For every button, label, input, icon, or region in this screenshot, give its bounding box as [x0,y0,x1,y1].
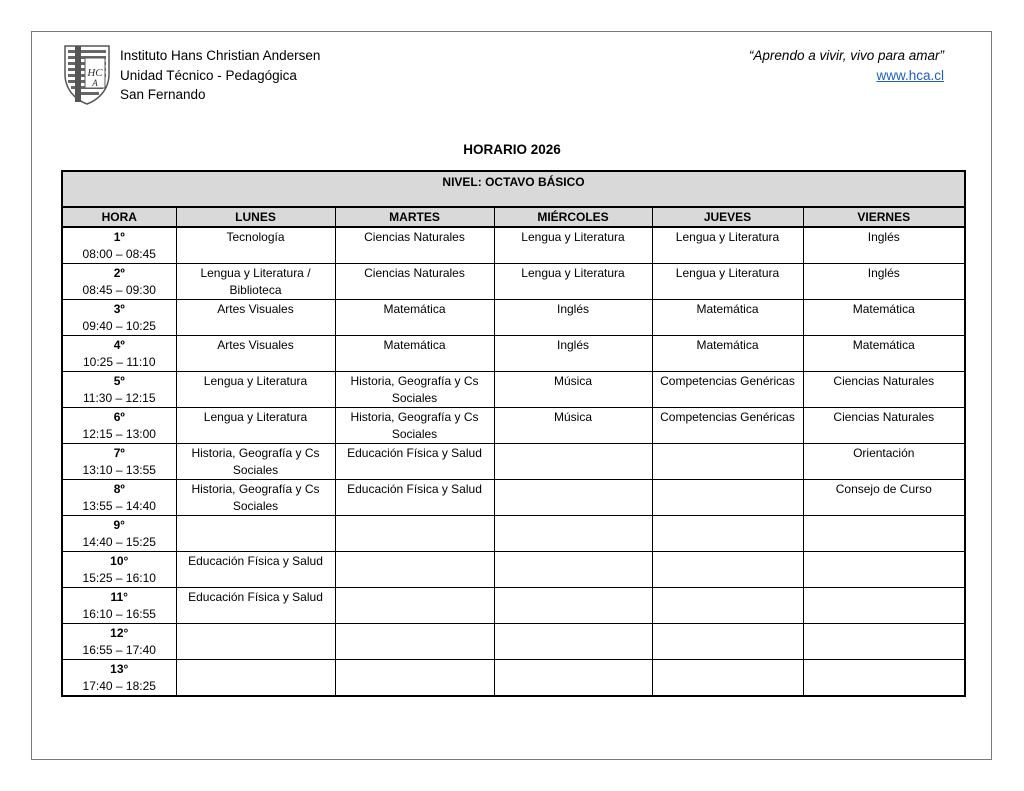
subject-cell [494,552,652,588]
schedule-row [62,588,965,624]
subject-cell: Artes Visuales [176,300,335,336]
subject-cell [652,444,803,480]
subject-cell: Consejo de Curso [803,480,965,516]
subject-cell: Ciencias Naturales [335,264,494,300]
motto-block [749,46,944,85]
institution-name: Instituto Hans Christian Andersen [120,48,321,63]
subject-cell: Ciencias Naturales [803,372,965,408]
school-motto: “Aprendo a vivir, vivo para amar” [748,48,944,63]
period-time: 16:10 – 16:55 [82,607,156,621]
subject-cell: Educación Física y Salud [335,444,494,480]
subject-cell [803,588,965,624]
subject-cell: Competencias Genéricas [652,408,803,444]
subject-cell: Lengua y Literatura [494,227,652,264]
subject-cell: Lengua y Literatura [652,264,803,300]
period-number: 11° [110,590,128,604]
subject-cell: Lengua y Literatura [176,372,335,408]
hora-cell [62,552,176,588]
column-header: VIERNES [803,207,965,227]
subject-cell: Matemática [652,336,803,372]
period-time: 08:00 – 08:45 [82,247,156,261]
schedule-row [62,300,965,336]
period-number: 7º [113,446,125,460]
period-time: 16:55 – 17:40 [82,643,156,657]
website-link[interactable]: www.hca.cl [876,67,944,83]
subject-cell: Ciencias Naturales [335,227,494,264]
schedule-row [62,516,965,552]
subject-cell [652,516,803,552]
subject-cell: Música [494,372,652,408]
subject-cell: Inglés [803,227,965,264]
schedule-row [62,372,965,408]
period-number: 10° [110,554,129,568]
schedule-row [62,624,965,660]
period-time: 11:30 – 12:15 [82,391,156,405]
subject-cell [494,624,652,660]
period-time: 10:25 – 11:10 [82,355,156,369]
hora-cell [62,408,176,444]
period-number: 2º [113,266,125,280]
period-number: 9° [113,518,125,532]
subject-cell [652,660,803,697]
period-time: 14:40 – 15:25 [82,535,156,549]
subject-cell [652,480,803,516]
hora-cell [62,227,176,264]
subject-cell: Historia, Geografía y Cs Sociales [335,408,494,444]
subject-cell [335,516,494,552]
level-label: NIVEL: OCTAVO BÁSICO [62,171,965,207]
column-header: HORA [62,207,176,227]
subject-cell [652,588,803,624]
institution-header [120,46,320,105]
subject-cell [335,552,494,588]
subject-cell: Música [494,408,652,444]
hora-cell [62,480,176,516]
period-number: 13° [110,662,129,676]
hora-cell [62,372,176,408]
hora-cell [62,300,176,336]
period-time: 09:40 – 10:25 [82,319,156,333]
subject-cell: Tecnología [176,227,335,264]
subject-cell [494,660,652,697]
subject-cell: Competencias Genéricas [652,372,803,408]
subject-cell [176,516,335,552]
schedule-row [62,408,965,444]
period-time: 17:40 – 18:25 [82,679,156,693]
period-number: 4º [113,338,125,352]
hora-cell [62,264,176,300]
period-time: 08:45 – 09:30 [82,283,156,297]
subject-cell [176,660,335,697]
period-time: 13:55 – 14:40 [82,499,156,513]
period-number: 1º [113,230,125,244]
period-number: 12° [110,626,129,640]
hora-cell [62,444,176,480]
schedule-row [62,444,965,480]
schedule-row [62,227,965,264]
subject-cell [803,516,965,552]
subject-cell [494,444,652,480]
subject-cell: Matemática [335,336,494,372]
column-header: MIÉRCOLES [494,207,652,227]
subject-cell [652,552,803,588]
period-number: 8º [113,482,125,496]
svg-text:HC: HC [87,67,103,79]
schedule-row [62,264,965,300]
period-time: 13:10 – 13:55 [82,463,156,477]
subject-cell: Inglés [494,336,652,372]
subject-cell [494,588,652,624]
subject-cell: Orientación [803,444,965,480]
subject-cell [803,552,965,588]
hora-cell [62,516,176,552]
period-number: 3º [113,302,125,316]
school-crest-logo [62,44,112,106]
period-time: 15:25 – 16:10 [82,571,156,585]
subject-cell: Lengua y Literatura [494,264,652,300]
period-number: 6º [113,410,125,424]
subject-cell: Matemática [803,300,965,336]
subject-cell [803,624,965,660]
page-title: HORARIO 2026 [463,142,561,157]
subject-cell [335,660,494,697]
subject-cell: Historia, Geografía y Cs Sociales [176,444,335,480]
subject-cell: Matemática [803,336,965,372]
subject-cell: Artes Visuales [176,336,335,372]
column-header: MARTES [335,207,494,227]
column-header: JUEVES [652,207,803,227]
subject-cell: Educación Física y Salud [176,552,335,588]
subject-cell: Lengua y Literatura / Biblioteca [176,264,335,300]
hora-cell [62,624,176,660]
hora-cell [62,336,176,372]
subject-cell [176,624,335,660]
hora-cell [62,588,176,624]
subject-cell: Lengua y Literatura [176,408,335,444]
subject-cell [803,660,965,697]
subject-cell: Historia, Geografía y Cs Sociales [176,480,335,516]
unit-name: Unidad Técnico - Pedagógica [120,67,297,83]
subject-cell [652,624,803,660]
subject-cell: Lengua y Literatura [652,227,803,264]
subject-cell: Matemática [652,300,803,336]
subject-cell [335,588,494,624]
subject-cell [335,624,494,660]
schedule-table [61,170,966,697]
city-name: San Fernando [120,87,206,102]
subject-cell: Inglés [803,264,965,300]
column-header: LUNES [176,207,335,227]
subject-cell: Ciencias Naturales [803,408,965,444]
schedule-row [62,552,965,588]
subject-cell [494,480,652,516]
period-number: 5º [113,374,125,388]
subject-cell [494,516,652,552]
level-row [62,171,965,207]
period-time: 12:15 – 13:00 [82,427,156,441]
subject-cell: Matemática [335,300,494,336]
schedule-row [62,336,965,372]
subject-cell: Inglés [494,300,652,336]
header-row [62,207,965,227]
schedule-row [62,660,965,697]
hora-cell [62,660,176,697]
subject-cell: Educación Física y Salud [335,480,494,516]
subject-cell: Educación Física y Salud [176,588,335,624]
schedule-row [62,480,965,516]
svg-text:A: A [92,78,98,88]
subject-cell: Historia, Geografía y Cs Sociales [335,372,494,408]
